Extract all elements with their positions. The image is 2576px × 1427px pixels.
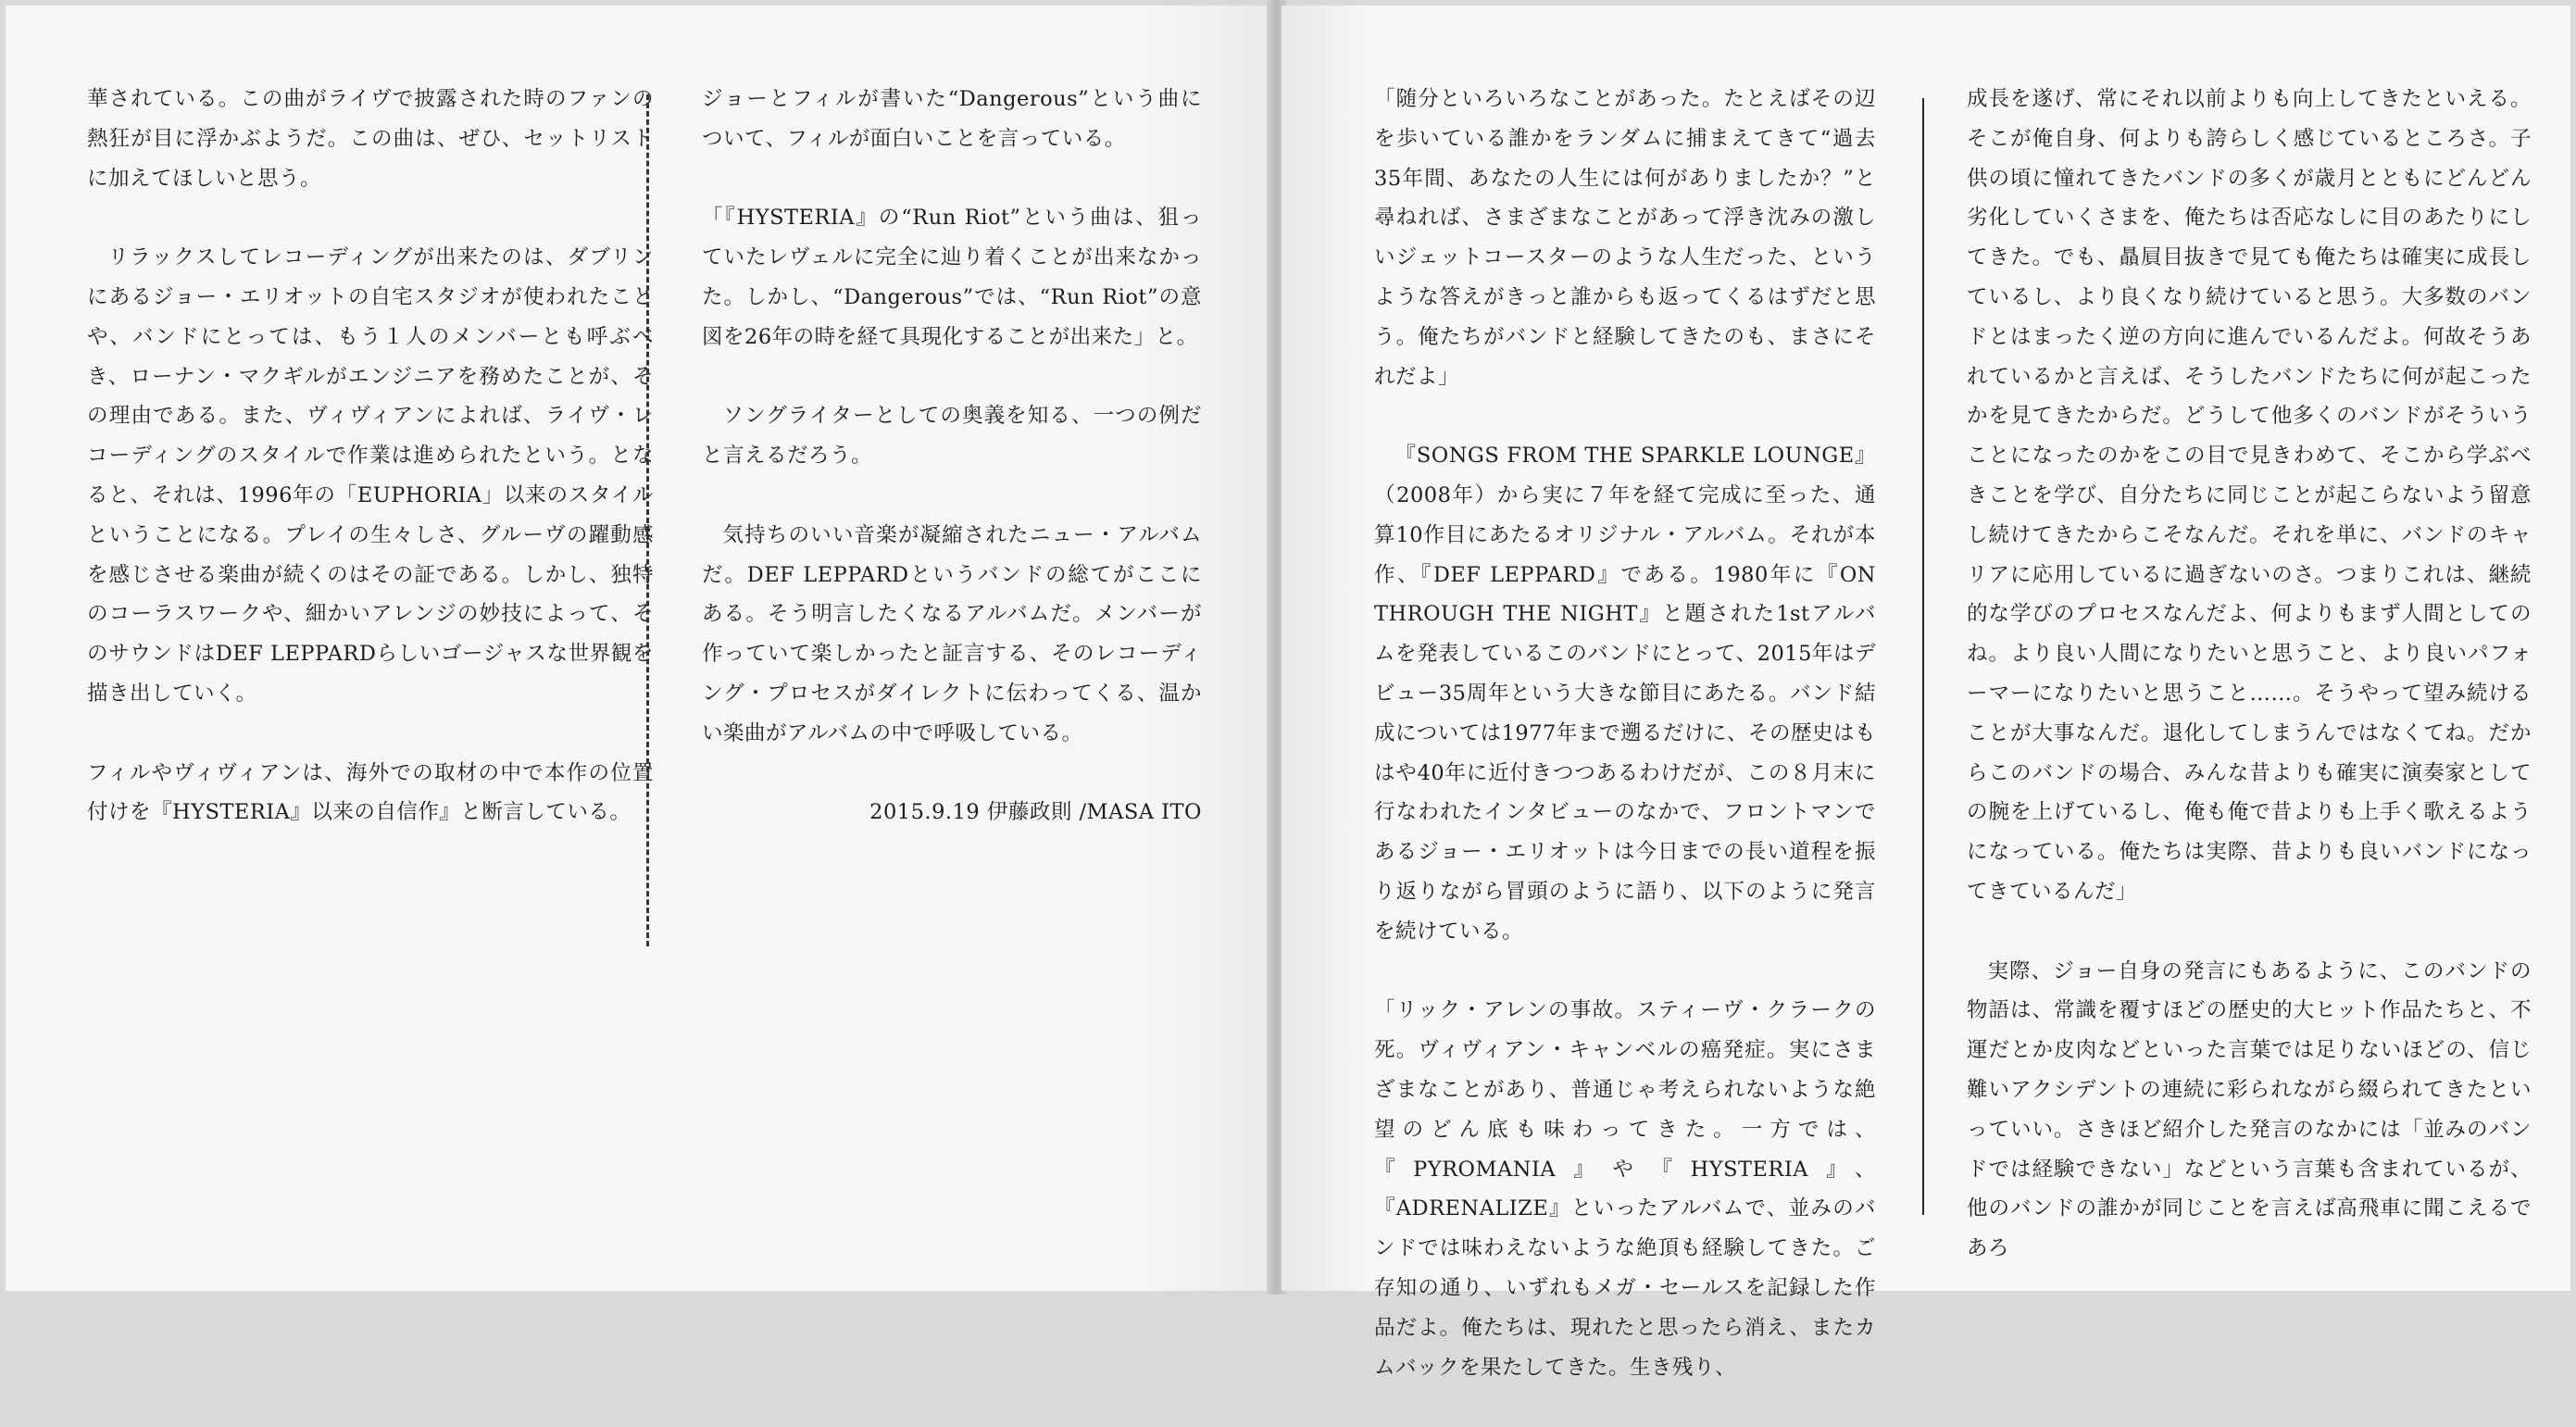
paragraph: 成長を遂げ、常にそれ以前よりも向上してきたといえる。そこが俺自身、何よりも誇らしく感じているところさ。子供の頃に憧れてきたバンドの多くが歳月とともにどんどん劣化していくさまを、俺たちは否応なしに目のあたりにしてきた。でも、贔屓目抜きで見ても俺たちは確実に成長しているし、より良くなり続けていると思う。大多数のバンドとはまったく逆の方向に進んでいるんだよ。何故そうあれているかと言えば、そうしたバンドたちに何が起こったかを見てきたからだ。どうして他多くのバンドがそういうことになったのかをこの目で見きわめて、そこから学ぶべきことを学び、自分たちに同じことが起こらないよう留意し続けてきたからこそなんだ。それを単に、バンドのキャリアに応用しているに過ぎないのさ。つまりこれは、継続的な学びのプロセスなんだよ、何よりもまず人間としてのね。より良い人間になりたいと思うこと、より良いパフォーマーになりたいと思うこと……。そうやって望み続けることが大事なんだ。退化してしまうんではなくてね。だからこのバンドの場合、みんな昔よりも確実に演奏家としての腕を上げているし、俺も俺で昔よりも上手く歌えるようになっている。俺たちは実際、昔よりも良いバンドになってきているんだ」 <box>1967 87 2532 904</box>
paragraph: ジョーとフィルが書いた“Dangerous”という曲について、フィルが面白いことを言っている。 <box>702 87 1202 151</box>
right-column-1 <box>1374 80 1876 1427</box>
left-column-1 <box>87 80 654 872</box>
paragraph: 華されている。この曲がライヴで披露された時のファンの熱狂が目に浮かぶようだ。この曲は、ぜひ、セットリストに加えてほしいと思う。 <box>87 87 654 191</box>
author-signature: 2015.9.19 伊藤政則 /MASA ITO <box>869 800 1202 825</box>
right-page <box>1282 6 2570 1380</box>
paragraph: 気持ちのいい音楽が凝縮されたニュー・アルバムだ。DEF LEPPARDというバンドの総てがここにある。そう明言したくなるアルバムだ。メンバーが作っていて楽しかったと証言する、そのレコーディング・プロセスがダイレクトに伝わってくる、温かい楽曲がアルバムの中で呼吸している。 <box>702 522 1202 745</box>
quote-paragraph: 「随分といろいろなことがあった。たとえばその辺を歩いている誰かをランダムに捕まえてきて“過去35年間、あなたの人生には何がありましたか？”と尋ねれば、さまざまなことがあって浮き沈みの激しいジェットコースターのような人生だった、というような答えがきっと誰からも返ってくるはずだと思う。俺たちがバンドと経験してきたのも、まさにそれだよ」 <box>1374 87 1876 389</box>
paragraph: 『SONGS FROM THE SPARKLE LOUNGE』（2008年）から実に７年を経て完成に至った、通算10作目にあたるオリジナル・アルバム。それが本作、『DEF LEPPARD』である。1980年に『ON THROUGH THE NIGHT』と題された1stアルバムを発表しているこのバンドにとって、2015年はデビュー35周年という大きな節目にあたる。バンド結成については1977年まで遡るだけに、その歴史はもはや40年に近付きつつあるわけだが、この８月末に行なわれたインタビューのなかで、フロントマンであるジョー・エリオットは今日までの長い道程を振り返りながら冒頭のように語り、以下のように発言を続けている。 <box>1374 444 1876 944</box>
left-column-2 <box>702 80 1202 872</box>
paragraph: フィルやヴィヴィアンは、海外での取材の中で本作の位置付けを『HYSTERIA』以来の自信作』と断言している。 <box>87 760 654 825</box>
quote-paragraph: 「『HYSTERIA』の“Run Riot”という曲は、狙っていたレヴェルに完全に辿り着くことが出来なかった。しかし、“Dangerous”では、“Run Riot”の意図を26年の時を経て具現化することが出来た」と。 <box>702 206 1202 349</box>
paragraph: ソングライターとしての奥義を知る、一つの例だと言えるだろう。 <box>702 404 1202 469</box>
left-page <box>6 6 1272 1291</box>
right-column-2 <box>1967 80 2532 1308</box>
column-divider-dashed <box>646 94 649 946</box>
column-divider-solid <box>1922 98 1924 1215</box>
paragraph: リラックスしてレコーディングが出来たのは、ダブリンにあるジョー・エリオットの自宅スタジオが使われたことや、バンドにとっては、もう１人のメンバーとも呼ぶべき、ローナン・マクギルがエンジニアを務めたことが、その理由である。また、ヴィヴィアンによれば、ライヴ・レコーディングのスタイルで作業は進められたという。となると、それは、1996年の「EUPHORIA」以来のスタイルということになる。プレイの生々しさ、グルーヴの躍動感を感じさせる楽曲が続くのはその証である。しかし、独特のコーラスワークや、細かいアレンジの妙技によって、そのサウンドはDEF LEPPARDらしいゴージャスな世界観を描き出していく。 <box>87 245 654 706</box>
quote-paragraph: 「リック・アレンの事故。スティーヴ・クラークの死。ヴィヴィアン・キャンベルの癌発症。実にさまざまなことがあり、普通じゃ考えられないような絶望のどん底も味わってきた。一方では、『PYROMANIA』や『HYSTERIA』、『ADRENALIZE』といったアルバムで、並みのバンドでは味わえないような絶頂も経験してきた。ご存知の通り、いずれもメガ・セールスを記録した作品だよ。俺たちは、現れたと思ったら消え、またカムバックを果たしてきた。生き残り、 <box>1374 998 1876 1380</box>
paragraph: 実際、ジョー自身の発言にもあるように、このバンドの物語は、常識を覆すほどの歴史的大ヒット作品たちと、不運だとか皮肉などといった言葉では足りないほどの、信じ難いアクシデントの連続に彩られながら綴られてきたといっていい。さきほど紹介した発言のなかには「並みのバンドでは経験できない」などという言葉も含まれているが、他のバンドの誰かが同じことを言えば高飛車に聞こえるであろ <box>1967 958 2532 1261</box>
